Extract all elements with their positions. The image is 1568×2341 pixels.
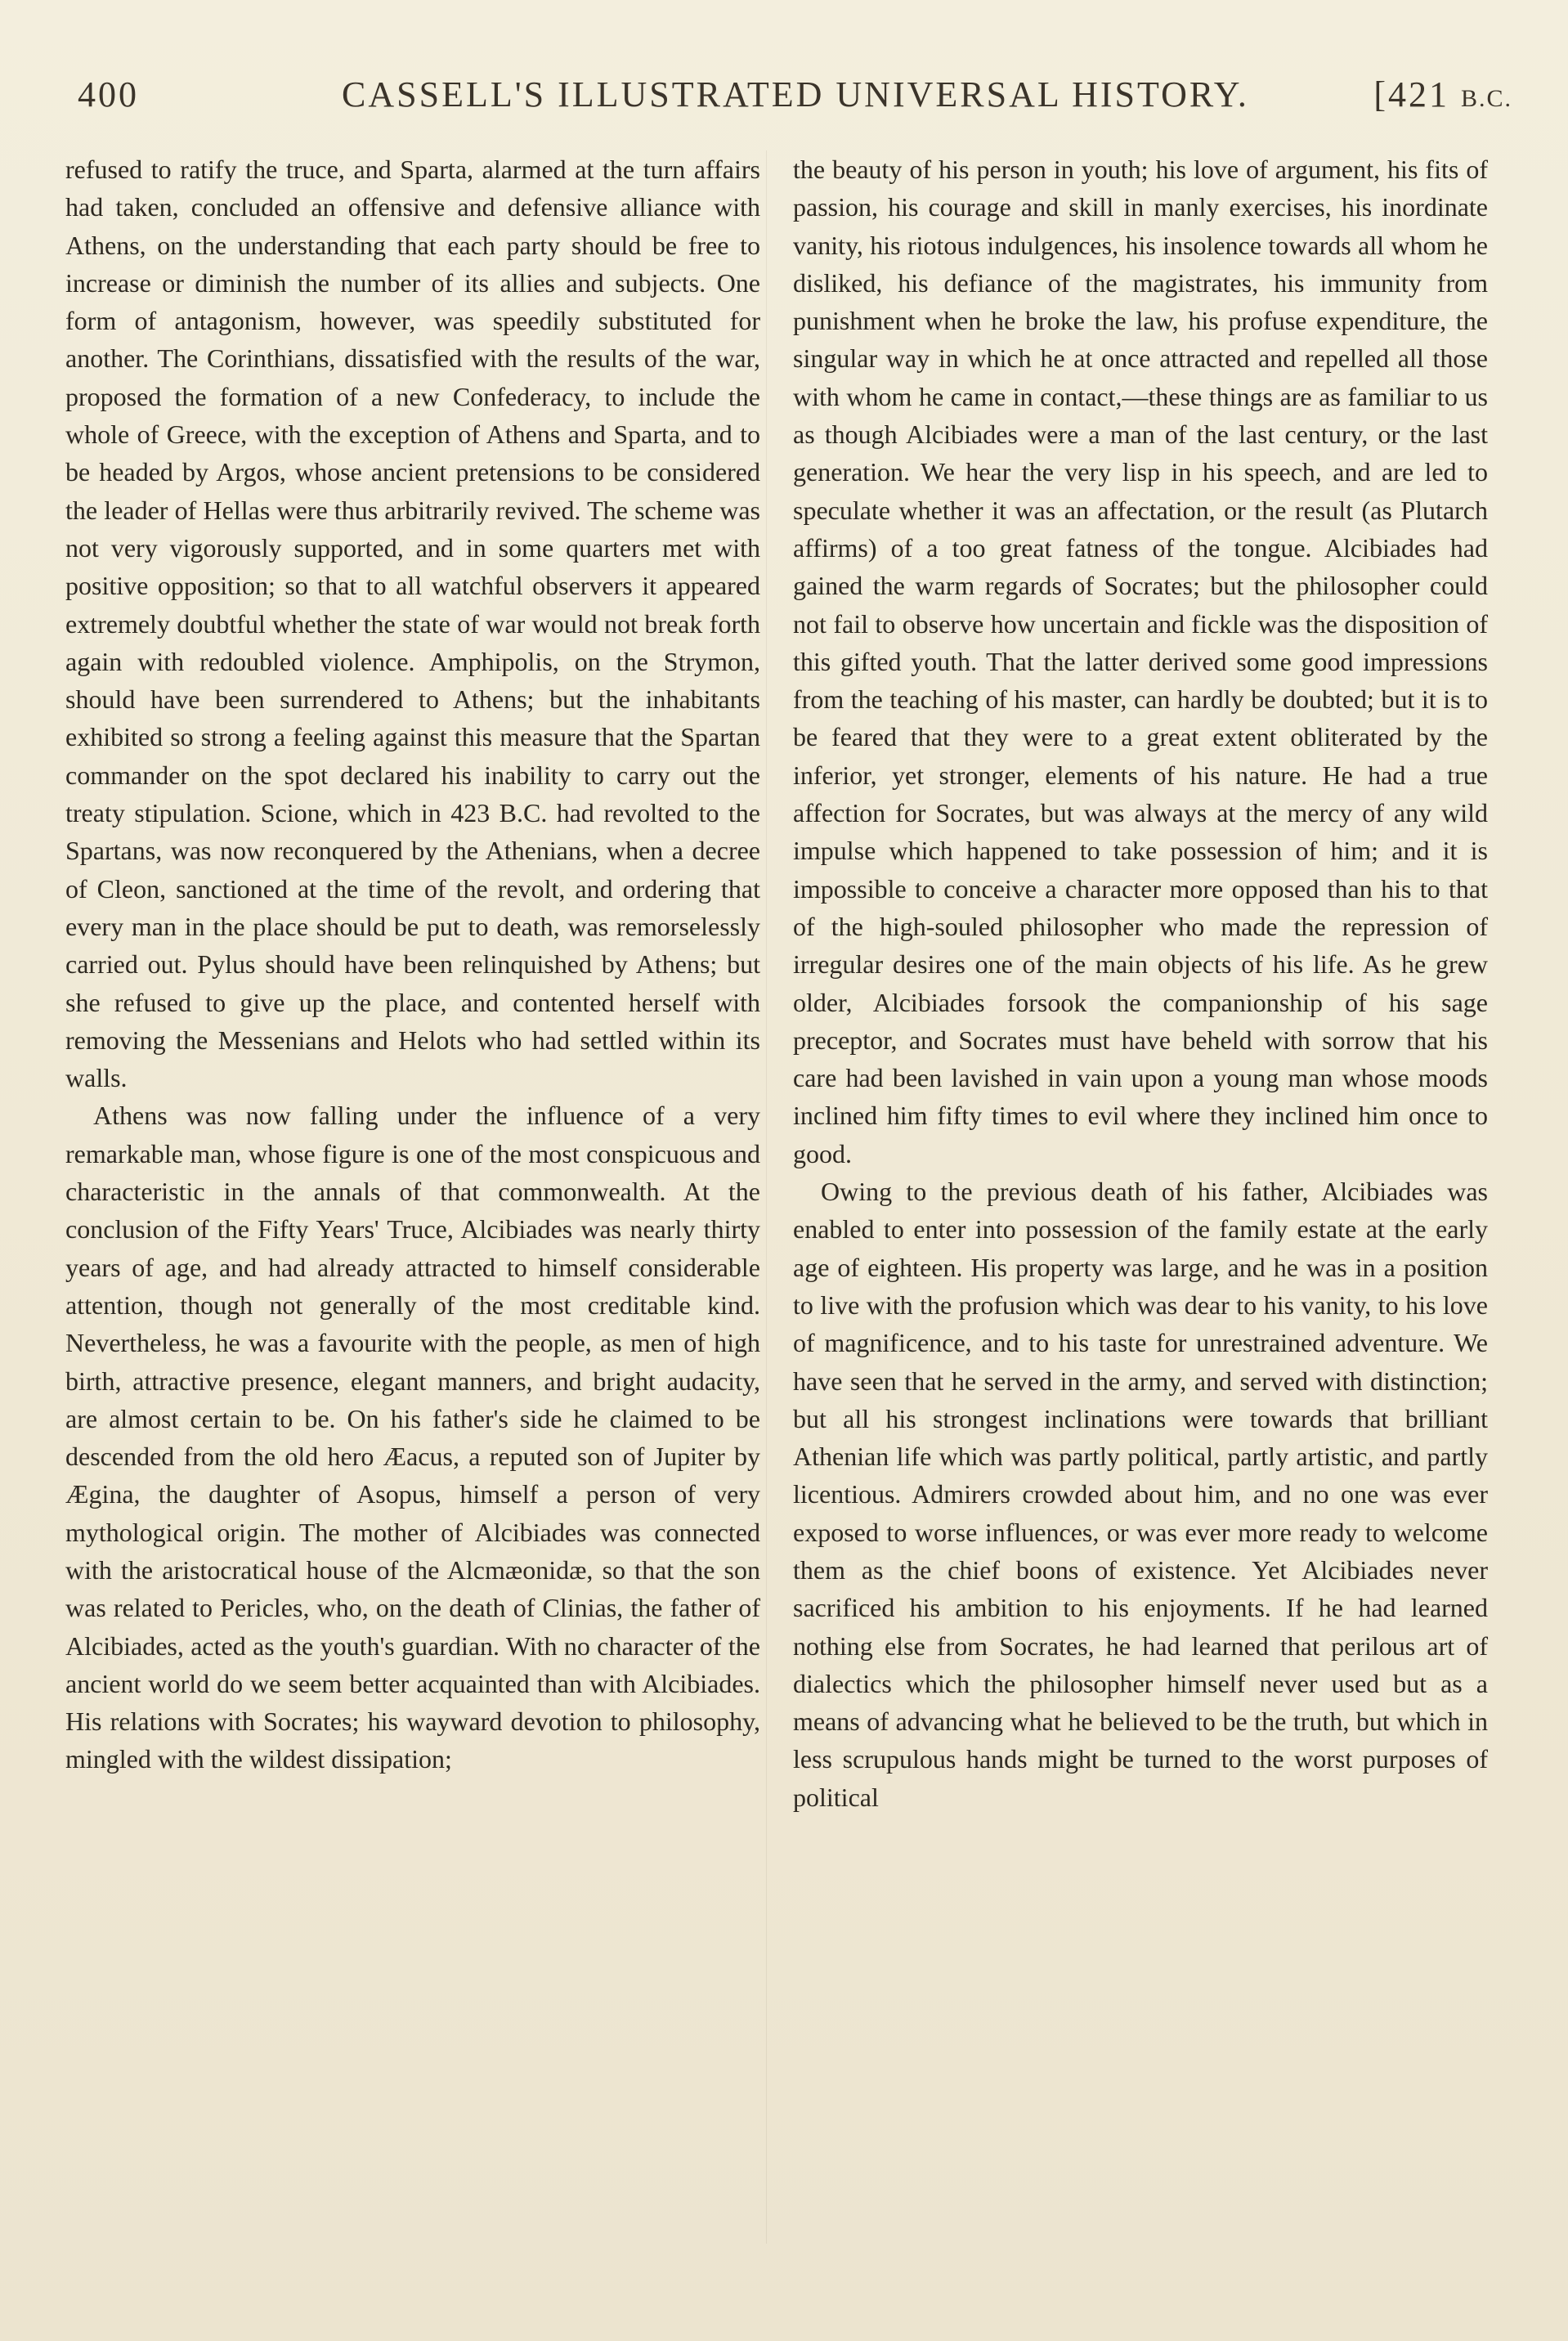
date-year: [421 — [1373, 74, 1449, 114]
date-era: B.C. — [1460, 85, 1512, 112]
column-gutter — [766, 150, 767, 2244]
running-header — [57, 74, 1512, 123]
running-title: CASSELL'S ILLUSTRATED UNIVERSAL HISTORY. — [342, 74, 1249, 114]
date-range — [1373, 74, 1512, 115]
right-column — [793, 150, 1488, 1816]
paragraph: Athens was now falling under the influence of a very remarkable man, whose figure is one of the most conspicuous and characteristic in the annals of that commonwealth. At the conclusion of the Fifty Years' Truce, Alcibiades was nearly thirty years of age, and had already attracted to himself considerable attention, though not generally of the most creditable kind. Nevertheless, he was a favourite with the people, as men of high birth, attractive presence, elegant manners, and bright audacity, are almost certain to be. On his father's side he claimed to be descended from the old hero Æacus, a reputed son of Jupiter by Ægina, the daughter of Asopus, himself a person of very mythological origin. The mother of Alcibiades was connected with the aristocratical house of the Alcmæonidæ, so that the son was related to Pericles, who, on the death of Clinias, the father of Alcibiades, acted as the youth's guardian. With no character of the ancient world do we seem better acquainted than with Alcibiades. His relations with Socrates; his wayward devotion to philosophy, mingled with the wildest dissipation; — [65, 1101, 760, 1774]
paragraph: the beauty of his person in youth; his love of argument, his fits of passion, his courage and skill in manly exercises, his inordinate vanity, his riotous indulgences, his insolence towards all whom he disliked, his defiance of the magistrates, his immunity from punishment when he broke the law, his profuse expenditure, the singular way in which he at once attracted and repelled all those with whom he came in contact,—these things are as familiar to us as though Alcibiades were a man of the last century, or the last generation. We hear the very lisp in his speech, and are led to speculate whether it was an affectation, or the result (as Plutarch affirms) of a too great fatness of the tongue. Alcibiades had gained the warm regards of Socrates; but the philosopher could not fail to observe how uncertain and fickle was the disposition of this gifted youth. That the latter derived some good impressions from the teaching of his master, can hardly be doubted; but it is to be feared that they were to a great extent obliterated by the inferior, yet stronger, elements of his nature. He had a true affection for Socrates, but was always at the mercy of any wild impulse which happened to take possession of him; and it is impossible to conceive a character more opposed than his to that of the high-souled philosopher who made the repression of irregular desires one of the main objects of his life. As he grew older, Alcibiades forsook the companionship of his sage preceptor, and Socrates must have beheld with sorrow that his care had been lavished in vain upon a young man whose moods inclined him fifty times to evil where they inclined him once to good. — [793, 155, 1488, 1168]
page-number: 400 — [78, 74, 139, 114]
left-column — [65, 150, 760, 1778]
paragraph: refused to ratify the truce, and Sparta, alarmed at the turn affairs had taken, concluded an offensive and defensive alliance with Athens, on the understanding that each party should be free to increase or diminish the number of its allies and subjects. One form of antagonism, however, was speedily substituted for another. The Corinthians, dissatisfied with the results of the war, proposed the formation of a new Confederacy, to include the whole of Greece, with the exception of Athens and Sparta, and to be headed by Argos, whose ancient pretensions to be considered the leader of Hellas were thus arbitrarily revived. The scheme was not very vigorously supported, and in some quarters met with positive opposition; so that to all watchful observers it appeared extremely doubtful whether the state of war would not break forth again with redoubled violence. Amphipolis, on the Strymon, should have been surrendered to Athens; but the inhabitants exhibited so strong a feeling against this measure that the Spartan commander on the spot declared his inability to carry out the treaty stipulation. Scione, which in 423 B.C. had revolted to the Spartans, was now reconquered by the Athenians, when a decree of Cleon, sanctioned at the time of the revolt, and ordering that every man in the place should be put to death, was remorselessly carried out. Pylus should have been relinquished by Athens; but she refused to give up the place, and contented herself with removing the Messenians and Helots who had settled within its walls. — [65, 155, 760, 1093]
paragraph: Owing to the previous death of his father, Alcibiades was enabled to enter into possession of the family estate at the early age of eighteen. His property was large, and he was in a position to live with the profusion which was dear to his vanity, to his love of magnificence, and to his taste for unrestrained adventure. We have seen that he served in the army, and served with distinction; but all his strongest inclinations were towards that brilliant Athenian life which was partly political, partly artistic, and partly licentious. Admirers crowded about him, and no one was ever exposed to worse influences, or was ever more ready to welcome them as the chief boons of existence. Yet Alcibiades never sacrificed his ambition to his enjoyments. If he had learned nothing else from Socrates, he had learned that perilous art of dialectics which the philosopher himself never used but as a means of advancing what he believed to be the truth, but which in less scrupulous hands might be turned to the worst purposes of political — [793, 1177, 1488, 1812]
